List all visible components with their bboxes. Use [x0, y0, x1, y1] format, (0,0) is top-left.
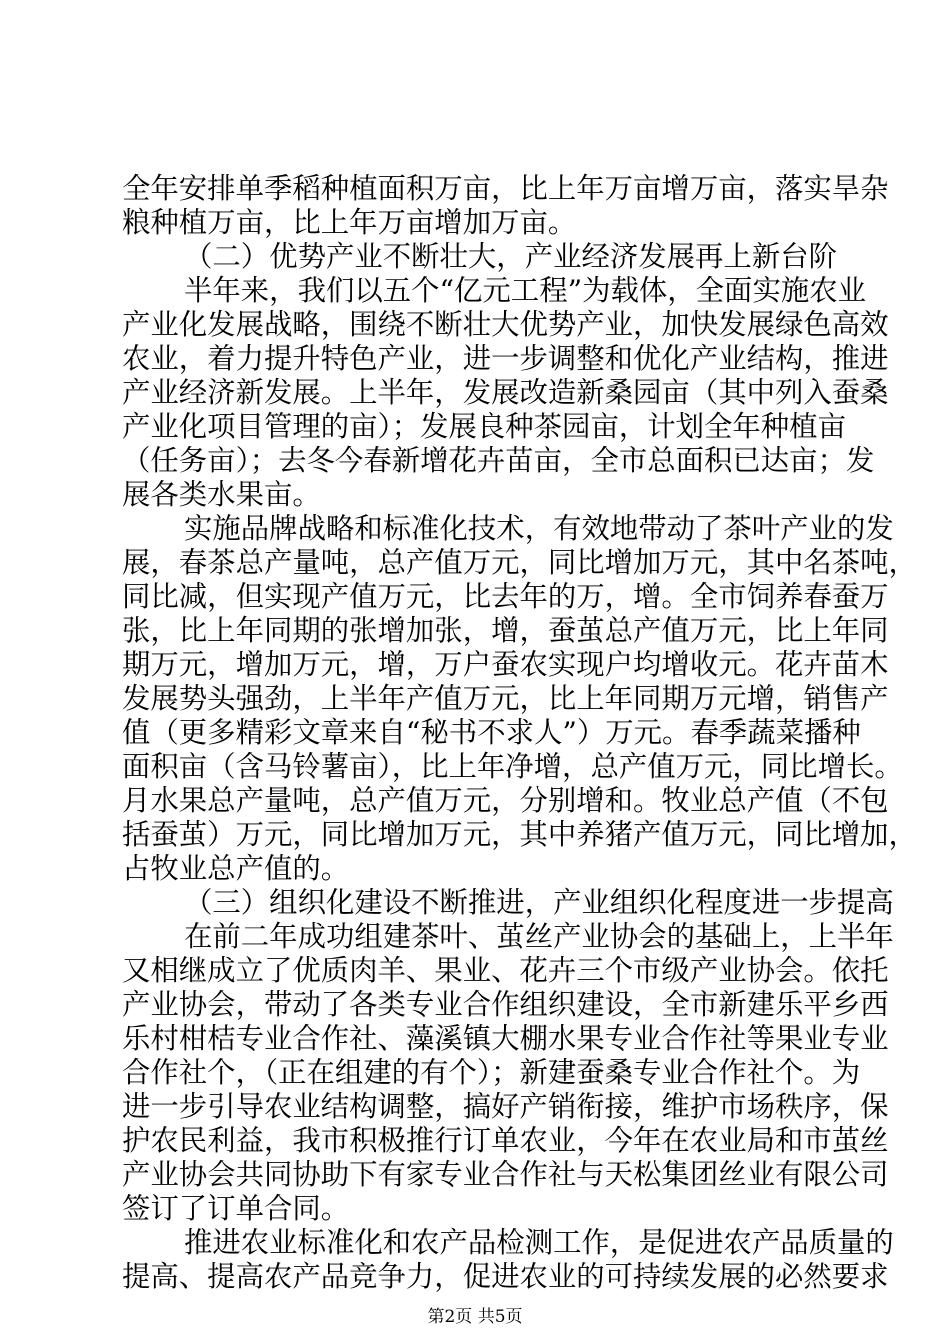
text-line: 农业，着力提升特色产业，进一步调整和优化产业结构，推进: [122, 342, 889, 375]
text-line: 月水果总产量吨，总产值万元，分别增和。牧业总产值（不包: [122, 784, 889, 817]
text-line: 乐村柑桔专业合作社、藻溪镇大棚水果专业合作社等果业专业: [122, 1022, 889, 1055]
text-line: 又相继成立了优质肉羊、果业、花卉三个市级产业协会。依托: [122, 954, 889, 987]
text-line: 产业协会，带动了各类专业合作组织建设，全市新建乐平乡西: [122, 988, 889, 1021]
text-line: 展各类水果亩。: [122, 478, 321, 511]
text-line: （任务亩）；去冬今春新增花卉苗亩，全市总面积已达亩；发: [122, 444, 875, 477]
text-line: 张，比上年同期的张增加张，增，蚕茧总产值万元，比上年同: [122, 614, 889, 647]
text-line: 面积亩（含马铃薯亩），比上年净增，总产值万元，同比增长。: [122, 750, 903, 783]
text-line: 全年安排单季稻种植面积万亩，比上年万亩增万亩，落实旱杂: [122, 172, 889, 205]
text-line: 期万元，增加万元，增，万户蚕农实现户均增收元。花卉苗木: [122, 648, 889, 681]
text-line: 展，春茶总产量吨，总产值万元，同比增加万元，其中名茶吨，: [122, 546, 917, 579]
text-line: 实施品牌战略和标准化技术，有效地带动了茶叶产业的发: [184, 512, 894, 545]
section-heading: （二）优势产业不断壮大，产业经济发展再上新台阶: [184, 240, 837, 273]
section-heading: （三）组织化建设不断推进，产业组织化程度进一步提高: [184, 886, 894, 919]
text-line: 括蚕茧）万元，同比增加万元，其中养猪产值万元，同比增加，: [122, 818, 917, 851]
text-line: 产业化项目管理的亩）；发展良种茶园亩，计划全年种植亩: [122, 410, 846, 443]
text-line: 同比减，但实现产值万元，比去年的万，增。全市饲养春蚕万: [122, 580, 889, 613]
text-line: 进一步引导农业结构调整，搞好产销衔接，维护市场秩序，保: [122, 1090, 889, 1123]
text-line: 推进农业标准化和农产品检测工作，是促进农产品质量的: [184, 1226, 894, 1259]
text-line: 半年来，我们以五个“亿元工程”为载体，全面实施农业: [184, 274, 867, 307]
text-line: 在前二年成功组建茶叶、茧丝产业协会的基础上，上半年: [184, 920, 894, 953]
text-line: 提高、提高农产品竞争力，促进农业的可持续发展的必然要求: [122, 1260, 889, 1293]
text-line: 粮种植万亩，比上年万亩增加万亩。: [122, 206, 577, 239]
text-line: 占牧业总产值的。: [122, 852, 350, 885]
text-line: 产业经济新发展。上半年，发展改造新桑园亩（其中列入蚕桑: [122, 376, 889, 409]
text-line: 产业协会共同协助下有家专业合作社与天松集团丝业有限公司: [122, 1158, 889, 1191]
text-line: 合作社个，（正在组建的有个）；新建蚕桑专业合作社个。为: [122, 1056, 861, 1089]
page-footer: 第2页 共5页: [427, 1307, 523, 1327]
text-line: 护农民利益，我市积极推行订单农业，今年在农业局和市茧丝: [122, 1124, 889, 1157]
text-line: 产业化发展战略，围绕不断壮大优势产业，加快发展绿色高效: [122, 308, 889, 341]
text-line: 值（更多精彩文章来自“秘书不求人”）万元。春季蔬菜播种: [122, 716, 861, 749]
text-line: 签订了订单合同。: [122, 1192, 350, 1225]
text-line: 发展势头强劲，上半年产值万元，比上年同期万元增，销售产: [122, 682, 889, 715]
